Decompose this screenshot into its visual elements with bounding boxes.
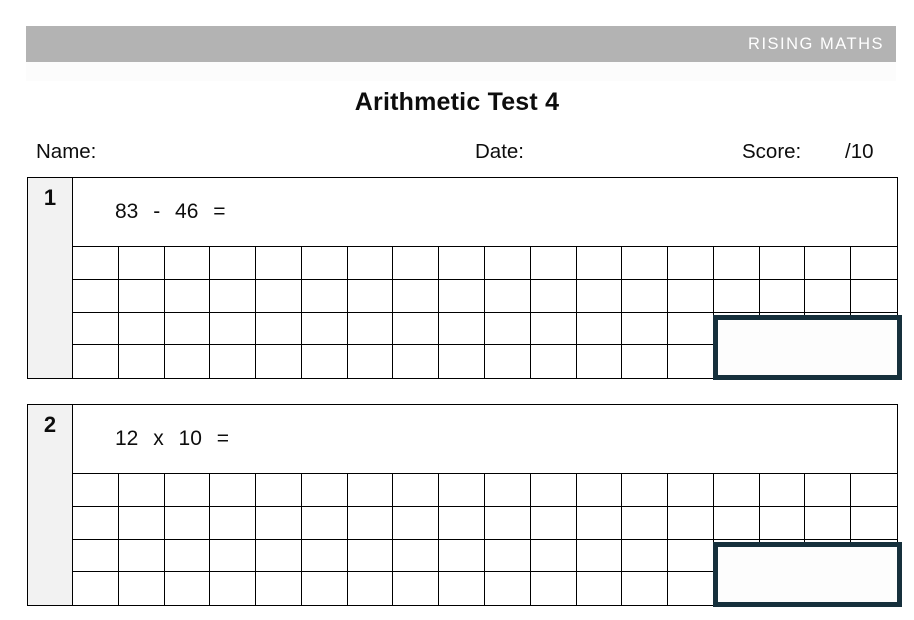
grid-cell <box>485 345 531 378</box>
grid-cell <box>531 507 577 540</box>
grid-cell <box>760 507 806 540</box>
grid-cell <box>119 345 165 378</box>
grid-cell <box>622 313 668 346</box>
grid-cell <box>256 474 302 507</box>
grid-cell <box>668 313 714 346</box>
grid-cell <box>577 474 623 507</box>
grid-cell <box>348 247 394 280</box>
grid-cell <box>760 280 806 313</box>
grid-cell <box>714 280 760 313</box>
grid-cell <box>302 507 348 540</box>
grid-cell <box>165 313 211 346</box>
grid-cell <box>577 507 623 540</box>
grid-cell <box>210 507 256 540</box>
question-number: 2 <box>28 405 73 605</box>
grid-cell <box>805 474 851 507</box>
question-main <box>73 405 897 605</box>
grid-cell <box>165 280 211 313</box>
grid-cell <box>393 540 439 573</box>
grid-cell <box>531 313 577 346</box>
name-label: Name: <box>36 140 97 163</box>
grid-cell <box>210 540 256 573</box>
grid-cell <box>531 572 577 605</box>
grid-cell <box>622 507 668 540</box>
grid-cell <box>302 313 348 346</box>
grid-cell <box>210 474 256 507</box>
grid-cell <box>393 474 439 507</box>
grid-cell <box>485 572 531 605</box>
grid-cell <box>73 345 119 378</box>
grid-cell <box>439 280 485 313</box>
grid-cell <box>622 247 668 280</box>
grid-cell <box>256 280 302 313</box>
grid-cell <box>302 474 348 507</box>
grid-cell <box>439 540 485 573</box>
grid-cell <box>73 313 119 346</box>
grid-cell <box>165 540 211 573</box>
grid-cell <box>485 247 531 280</box>
grid-cell <box>851 247 897 280</box>
grid-cell <box>622 572 668 605</box>
grid-cell <box>531 280 577 313</box>
brand-text: RISING MATHS <box>748 34 884 53</box>
grid-cell <box>210 572 256 605</box>
page-title: Arithmetic Test 4 <box>354 88 560 116</box>
grid-cell <box>805 247 851 280</box>
grid-cell <box>256 313 302 346</box>
grid-cell <box>119 572 165 605</box>
grid-cell <box>73 507 119 540</box>
grid-cell <box>577 313 623 346</box>
grid-cell <box>119 474 165 507</box>
grid-cell <box>302 345 348 378</box>
grid-cell <box>714 247 760 280</box>
grid-cell <box>622 345 668 378</box>
grid-cell <box>439 345 485 378</box>
grid-cell <box>119 247 165 280</box>
grid-cell <box>393 345 439 378</box>
grid-cell <box>348 540 394 573</box>
grid-cell <box>210 313 256 346</box>
grid-cell <box>577 345 623 378</box>
grid-cell <box>485 474 531 507</box>
grid-cell <box>668 572 714 605</box>
grid-cell <box>73 247 119 280</box>
grid-cell <box>485 313 531 346</box>
grid-cell <box>760 247 806 280</box>
question-block-2 <box>27 404 898 606</box>
grid-cell <box>73 280 119 313</box>
header-substrip <box>26 62 896 81</box>
grid-cell <box>119 313 165 346</box>
grid-cell <box>439 474 485 507</box>
grid-cell <box>439 572 485 605</box>
grid-cell <box>760 474 806 507</box>
grid-cell <box>393 247 439 280</box>
grid-cell <box>805 507 851 540</box>
grid-cell <box>348 345 394 378</box>
grid-cell <box>714 474 760 507</box>
grid-cell <box>393 280 439 313</box>
grid-cell <box>622 474 668 507</box>
grid-cell <box>348 507 394 540</box>
grid-cell <box>119 507 165 540</box>
question-block-1 <box>27 177 898 379</box>
grid-cell <box>256 572 302 605</box>
grid-cell <box>165 474 211 507</box>
grid-cell <box>577 247 623 280</box>
score-total: /10 <box>845 140 874 163</box>
grid-cell <box>165 507 211 540</box>
grid-cell <box>73 572 119 605</box>
grid-cell <box>531 345 577 378</box>
grid-cell <box>485 540 531 573</box>
grid-cell <box>210 345 256 378</box>
grid-cell <box>668 507 714 540</box>
grid-cell <box>668 345 714 378</box>
grid-cell <box>165 345 211 378</box>
grid-cell <box>348 280 394 313</box>
grid-cell <box>439 507 485 540</box>
grid-cell <box>393 572 439 605</box>
grid-cell <box>485 280 531 313</box>
grid-cell <box>73 540 119 573</box>
grid-cell <box>851 280 897 313</box>
grid-cell <box>439 313 485 346</box>
grid-cell <box>73 474 119 507</box>
grid-cell <box>851 474 897 507</box>
grid-cell <box>393 507 439 540</box>
grid-cell <box>210 247 256 280</box>
grid-cell <box>668 540 714 573</box>
grid-cell <box>256 507 302 540</box>
score-label: Score: <box>742 140 802 163</box>
grid-cell <box>256 540 302 573</box>
grid-cell <box>165 572 211 605</box>
grid-cell <box>622 280 668 313</box>
grid-cell <box>302 280 348 313</box>
answer-box[interactable] <box>713 315 902 380</box>
header-bar <box>26 26 896 62</box>
grid-cell <box>348 313 394 346</box>
grid-cell <box>393 313 439 346</box>
grid-cell <box>622 540 668 573</box>
answer-box[interactable] <box>713 542 902 607</box>
grid-cell <box>165 247 211 280</box>
question-number: 1 <box>28 178 73 378</box>
grid-cell <box>256 247 302 280</box>
grid-cell <box>302 572 348 605</box>
grid-cell <box>348 474 394 507</box>
grid-cell <box>302 540 348 573</box>
grid-cell <box>577 540 623 573</box>
grid-cell <box>577 572 623 605</box>
grid-cell <box>668 280 714 313</box>
grid-cell <box>302 247 348 280</box>
grid-cell <box>256 345 302 378</box>
grid-cell <box>531 540 577 573</box>
grid-cell <box>851 507 897 540</box>
question-text: 83 - 46 = <box>73 178 897 247</box>
grid-cell <box>439 247 485 280</box>
grid-cell <box>668 247 714 280</box>
question-main <box>73 178 897 378</box>
question-text: 12 x 10 = <box>73 405 897 474</box>
date-label: Date: <box>475 140 524 163</box>
grid-cell <box>348 572 394 605</box>
grid-cell <box>119 540 165 573</box>
grid-cell <box>485 507 531 540</box>
grid-cell <box>210 280 256 313</box>
grid-cell <box>668 474 714 507</box>
grid-cell <box>714 507 760 540</box>
grid-cell <box>119 280 165 313</box>
grid-cell <box>531 247 577 280</box>
grid-cell <box>577 280 623 313</box>
grid-cell <box>531 474 577 507</box>
grid-cell <box>805 280 851 313</box>
